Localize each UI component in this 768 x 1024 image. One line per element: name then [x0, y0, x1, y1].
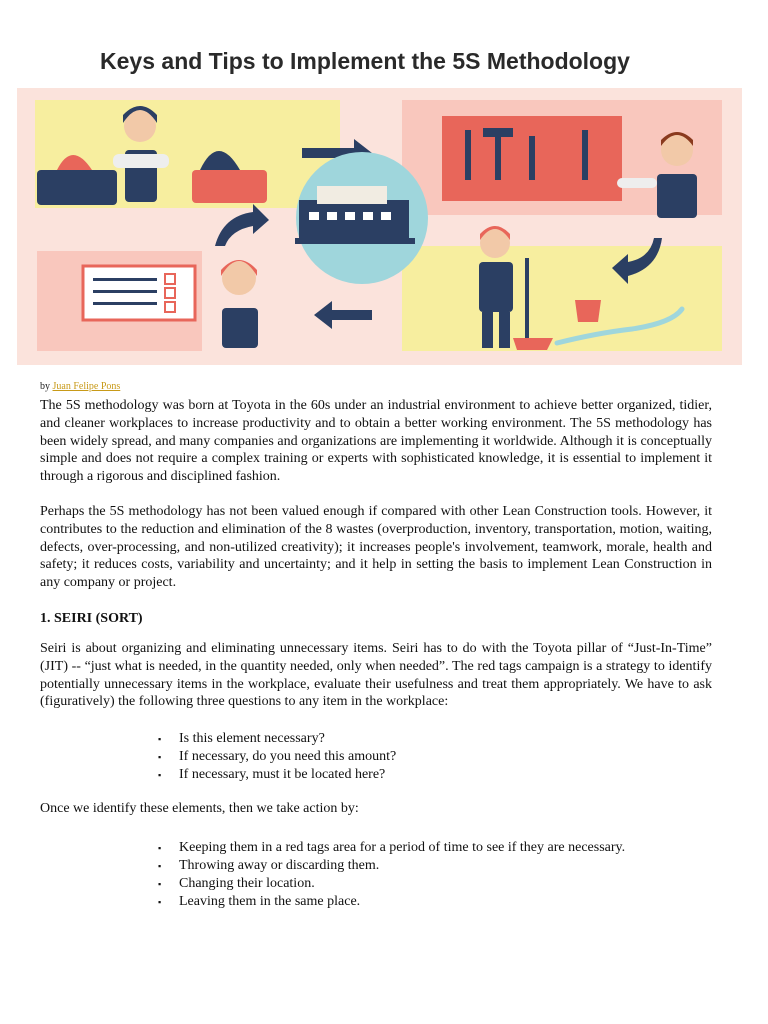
mop-icon	[525, 258, 529, 344]
seiri-paragraph: Seiri is about organizing and eliminating unnecessary items. Seiri has to do with the Toyota pillar of “Just-In-Time” (JIT) -- “just what is needed, in the quantity needed, only when needed”. The red tags campaign is a strategy to identify potentially unnecessary items in the workplace, evaluate their usefulness and treat them appropriately. We have to ask (figuratively) the following three questions to any item in the workplace:	[40, 641, 712, 710]
bullet-icon: ▪	[158, 879, 162, 889]
list-item-text: Leaving them in the same place.	[179, 894, 361, 909]
bullet-icon: ▪	[158, 843, 162, 853]
bullet-icon: ▪	[158, 770, 162, 780]
byline	[40, 381, 120, 392]
list-item-text: Is this element necessary?	[179, 731, 325, 746]
list-item	[158, 730, 396, 748]
actions-list	[158, 839, 625, 911]
list-item-text: Throwing away or discarding them.	[179, 858, 380, 873]
bullet-icon: ▪	[158, 897, 162, 907]
wrench-icon	[465, 130, 471, 180]
bullet-icon: ▪	[158, 734, 162, 744]
author-link[interactable]: Juan Felipe Pons	[52, 381, 121, 392]
questions-list	[158, 730, 396, 784]
list-item	[158, 893, 625, 911]
basket-icon	[37, 170, 117, 205]
bullet-icon: ▪	[158, 752, 162, 762]
bullet-icon: ▪	[158, 861, 162, 871]
byline-prefix: by	[40, 381, 53, 392]
page-title: Keys and Tips to Implement the 5S Methodology	[100, 48, 630, 74]
intro-paragraph: The 5S methodology was born at Toyota in the 60s under an industrial environment to achieve better organized, tidier, and cleaner workplaces to increase productivity and to obtain a better working environment. The 5S methodology has been widely spread, and many companies and organizations are implementing it worldwide. Although it is conceptually simple and does not require a complex training or experts with sophisticated knowledge, it is essential to implement it through a rigorous and disciplined fashion.	[40, 398, 712, 485]
list-item-text: Keeping them in a red tags area for a period of time to see if they are necessary.	[179, 840, 626, 855]
section-heading-seiri: 1. SEIRI (SORT)	[40, 611, 143, 626]
pipe-wrench-icon	[582, 130, 588, 180]
list-item	[158, 839, 625, 857]
basket-icon	[192, 170, 267, 203]
list-item	[158, 766, 396, 784]
actions-intro: Once we identify these elements, then we take action by:	[40, 801, 359, 816]
list-item-text: If necessary, must it be located here?	[179, 767, 386, 782]
trowel-icon	[529, 136, 535, 180]
list-item	[158, 857, 625, 875]
list-item-text: Changing their location.	[179, 876, 315, 891]
bucket-icon	[575, 300, 601, 322]
list-item	[158, 748, 396, 766]
lean-paragraph: Perhaps the 5S methodology has not been valued enough if compared with other Lean Construction tools. However, it contributes to the reduction and elimination of the 8 wastes (overproduction, inventory, transportation, motion, waiting, defects, over-processing, and non-utilized creativity); it increases people's involvement, teamwork, morale, health and safety; it reduces costs, variability and uncertainty; and it help in setting the basis to implement Lean Construction in any company or project.	[40, 504, 712, 591]
shine-panel	[402, 246, 722, 351]
5s-illustration	[17, 88, 742, 365]
list-item-text: If necessary, do you need this amount?	[179, 749, 397, 764]
hammer-icon	[495, 130, 501, 180]
list-item	[158, 875, 625, 893]
